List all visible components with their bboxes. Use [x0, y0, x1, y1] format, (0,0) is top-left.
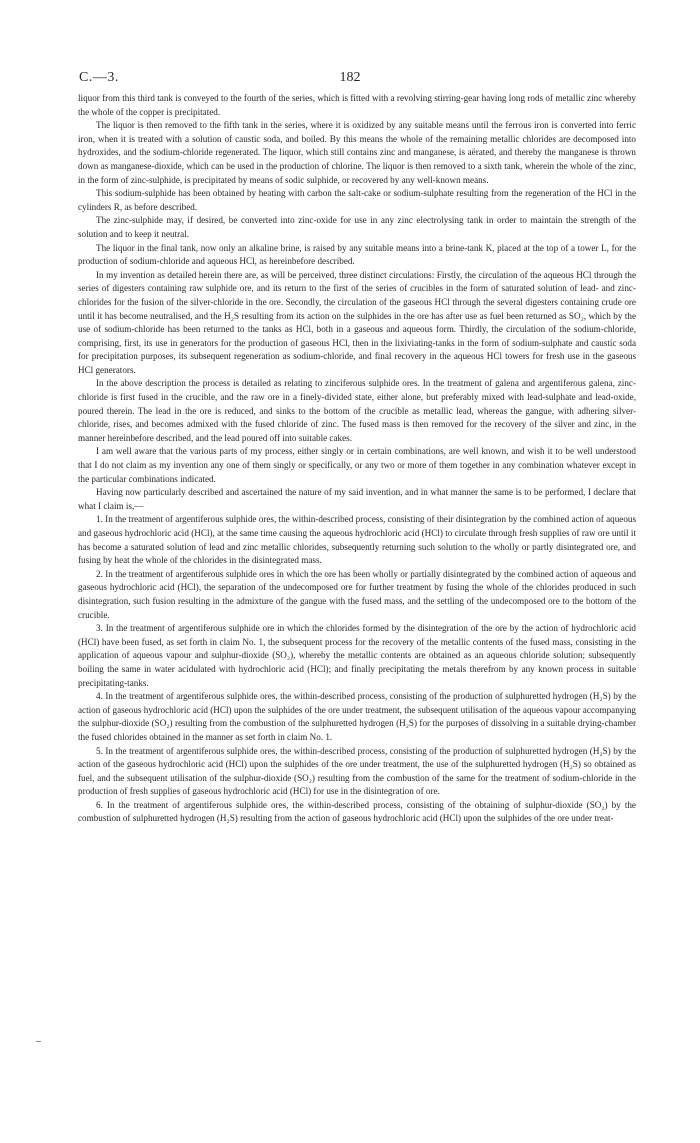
claims-intro: Having now particularly described and ascertained the nature of my said invention, and in what manner the same is to be performed, I declare that what I claim is,—	[78, 487, 636, 511]
claim-5: 5. In the treatment of argentiferous sulphide ores, the within-described process, consisting of the production of sulphuretted hydrogen (H₂S) by the action of the gaseous hydrochloric acid (HCl) upon the sulphides of the ore under treatment, the use of the sulphuretted hydrogen (H₂S) so obtained as fuel, and the subsequent utilisation of the sulphur-dioxide (SO₂) resulting from the combustion of the same for the treatment of sodium-chloride in the production of fresh supplies of gaseous hydrochloric acid (HCl) for use in the disintegration of ore.	[78, 745, 636, 797]
body-text	[78, 92, 636, 826]
paragraph: In the above description the process is detailed as relating to zinciferous sulphide ores. In the treatment of galena and argentiferous galena, zinc-chloride is first fused in the crucible, and the raw ore in a finely-divided state, either alone, but preferably mixed with lead-sulphate and lead-oxide, poured therein. The lead in the ore is reduced, and sinks to the bottom of the crucible as metallic lead, whereas the gangue, with adhering silver-chloride, rises, and becomes admixed with the fused chloride of zinc. The fused mass is then removed for the recovery of the silver and zinc, in the manner hereinbefore described, and the lead poured off into suitable cakes.	[78, 378, 636, 443]
claim-2: 2. In the treatment of argentiferous sulphide ores in which the ore has been wholly or partially disintegrated by the combined action of aqueous and gaseous hydrochloric acid (HCl), the separation of the undecomposed ore for further treatment by fusing the whole of the chlorides produced in such disintegration, such fusion resulting in the admixture of the gangue with the fused mass, and the settling of the undecomposed ore to the bottom of the crucible.	[78, 568, 636, 620]
paragraph: The zinc-sulphide may, if desired, be converted into zinc-oxide for use in any zinc electrolysing tank in order to maintain the strength of the solution and to keep it neutral.	[78, 215, 636, 239]
page-number: 182	[339, 70, 361, 85]
claim-3: 3. In the treatment of argentiferous sulphide ore in which the chlorides formed by the disintegration of the ore by the action of hydrochloric acid (HCl) have been fused, as set forth in claim No. 1, the subsequent process for the recovery of the metallic contents of the fused mass, consisting in the application of aqueous vapour and sulphur-dioxide (SO₂), whereby the metallic contents are obtained as an aqueous chloride solution; subsequently boiling the same in water acidulated with hydrochloric acid (HCl); and finally precipitating the metals therefrom by any known process in suitable precipitating-tanks.	[78, 623, 636, 688]
claim-4: 4. In the treatment of argentiferous sulphide ores, the within-described process, consisting of the production of sulphuretted hydrogen (H₂S) by the action of gaseous hydrochloric acid (HCl) upon the sulphides of the ore under treatment, the subsequent utilisation of the aqueous vapour accompanying the sulphur-dioxide (SO₂) resulting from the combustion of the sulphuretted hydrogen (H₂S) for the purposes of dissolving in a suitable drying-chamber the fused chlorides obtained in the manner as set forth in claim No. 1.	[78, 691, 636, 742]
claim-1: 1. In the treatment of argentiferous sulphide ores, the within-described process, consisting of their disintegration by the combined action of aqueous and gaseous hydrochloric acid (HCl), at the same time causing the aqueous hydrochloric acid (HCl) to circulate through fresh supplies of raw ore until it has become a saturated solution of lead and zinc metallic chlorides, subsequently returning such solution to the wholly or partly disintegrated ore, and fusing by heat the whole of the chlorides in the disintegrated mass.	[78, 514, 636, 566]
margin-mark: –	[36, 1036, 41, 1047]
paragraph: I am well aware that the various parts of my process, either singly or in certain combinations, are well known, and wish it to be well understood that I do not claim as my invention any one of them singly or specifically, or any two or more of them together in any combination whatever except in the particular combinations indicated.	[78, 446, 636, 484]
claim-6: 6. In the treatment of argentiferous sulphide ores, the within-described process, consisting of the obtaining of sulphur-dioxide (SO₂) by the combustion of sulphuretted hydrogen (H₂S) resulting from the action of gaseous hydrochloric acid (HCl) upon the sulphides of the ore under treat-	[78, 799, 636, 824]
paragraph: The liquor is then removed to the fifth tank in the series, where it is oxidized by any suitable means until the ferrous iron is converted into ferric iron, when it is treated with a solution of caustic soda, and boiled. By this means the whole of the remaining metallic chlorides are decomposed into hydroxides, and the sodium-chloride regenerated. The liquor, which still contains zinc and manganese, is aërated, and thereby the manganese is thrown down as manganese-dioxide, which can be used in the production of chlorine. The liquor is then removed to a sixth tank, wherein the whole of the zinc, in the form of zinc-sulphide, is precipitated by means of sodic sulphide, or recovered by any well-known means.	[78, 120, 636, 185]
paragraph: The liquor in the final tank, now only an alkaline brine, is raised by any suitable means into a brine-tank K, placed at the top of a tower L, for the production of sodium-chloride and aqueous HCl, as hereinbefore described.	[78, 242, 636, 267]
paragraph: In my invention as detailed herein there are, as will be perceived, three distinct circulations: Firstly, the circulation of the aqueous HCl through the series of digesters containing raw sulphide ore, and its return to the first of the series of crucibles in the form of saturated solution of lead- and zinc-chlorides for the fusion of the silver-chloride in the ore. Secondly, the circulation of the gaseous HCl through the several digesters containing crude ore until it has become neutralised, and the H₂S resulting from its action on the sulphides in the ore has after use as fuel been returned as SO₂, which by the use of sodium-chloride has been returned to the tanks as HCl, both in a gaseous and aqueous form. Thirdly, the circulation of the sodium-chloride, comprising, first, its use in generators for the production of gaseous HCl, then in the lixiviating-tanks in the form of sodium-sulphate and caustic soda for precipitation purposes, its subsequent regeneration as sodium-chloride, and final recovery in the aqueous HCl towers for fresh use in the gaseous HCl generators.	[78, 269, 636, 375]
paragraph: This sodium-sulphide has been obtained by heating with carbon the salt-cake or sodium-sulphate resulting from the regeneration of the HCl in the cylinders R, as before described.	[78, 188, 636, 212]
paragraph-continued: liquor from this third tank is conveyed to the fourth of the series, which is fitted with a revolving stirring-gear having long rods of metallic zinc whereby the whole of the copper is precipitated.	[78, 93, 636, 117]
document-reference: C.—3.	[79, 70, 119, 85]
